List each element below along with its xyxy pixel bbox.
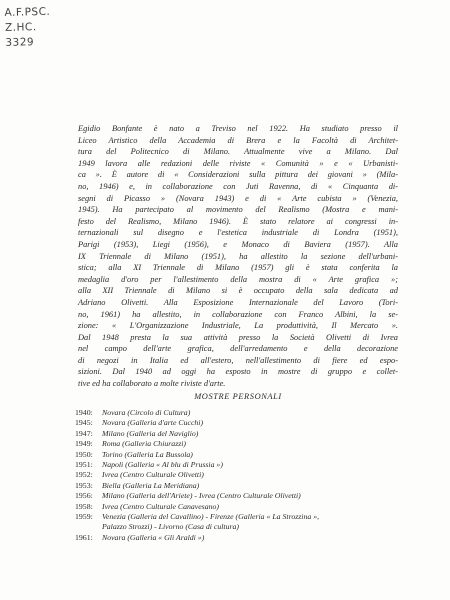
bio-line: Dal 1948 presta la sua attività presso la Società Olivetti di Ivrea [78,332,398,342]
exhibition-item [75,418,405,428]
exhibition-year: 1950: [75,449,93,459]
exhibition-item [75,439,405,449]
exhibition-year: 1947: [75,428,93,438]
exhibition-item [75,533,405,543]
bio-line: no, 1946) e, in collaborazione con Juti Ravenna, di « Cinquanta di- [78,181,398,191]
bio-line: segni di Picasso » (Novara 1943) e di « Arte cubista » (Venezia, [78,193,398,203]
bio-line: stica; alla XI Triennale di Milano (1957) gli è stata conferita la [78,263,398,273]
archive-note-line: A.F.PSC. [4,5,51,19]
exhibition-venue: Novara (Galleria « Gli Araldi ») [102,532,205,542]
exhibition-venue: Napoli (Galleria « Al blu di Prussia ») [102,460,223,470]
handwritten-archive-note [4,4,75,51]
exhibition-item [75,460,405,470]
bio-line: ternazionali sul disegno e l'estetica industriale di Londra (1951), [78,228,398,238]
bio-line: Parigi (1953), Liegi (1956), e Monaco di Baviera (1957). Alla [78,239,398,249]
exhibition-year: 1958: [75,501,93,511]
exhibition-venue: Milano (Galleria dell'Ariete) - Ivrea (Centro Culturale Olivetti) [102,491,301,501]
bio-line: 1949 lavora alle redazioni delle riviste « Comunità » e « Urbanisti- [78,158,398,168]
exhibition-venue: Torino (Galleria La Bussola) [102,449,193,459]
bio-line: Adriano Olivetti. Alla Esposizione Internazionale del Lavoro (Tori- [78,297,398,307]
exhibition-venue-continuation: Palazzo Strozzi) - Livorno (Casa di cultura) [102,522,240,532]
bio-line: tive ed ha collaborato a molte riviste d'arte. [78,379,226,389]
bio-line: no, 1961) ha allestito, in collaborazione con Franco Albini, la se- [78,309,398,319]
bio-line: di negozi in Italia ed all'estero, nell'allestimento di fiere ed espo- [78,355,398,365]
exhibition-venue: Novara (Circolo di Cultura) [102,408,191,417]
exhibition-year: 1952: [75,470,93,480]
bio-line: festo del Realismo, Milano 1946). È stato relatore ai congressi in- [78,216,398,226]
exhibition-item [75,481,405,491]
bio-line: zione: « L'Organizzazione Industriale, La produttività, Il Mercato ». [78,321,398,331]
exhibition-year: 1959: [75,512,93,522]
bio-line: sizioni. Dal 1940 ad oggi ha esposto in mostre di gruppo e collet- [78,367,398,377]
bio-line: 1945). Ha partecipato al movimento del Realismo (Mostra e mani- [78,205,398,215]
exhibition-venue: Milano (Galleria del Naviglio) [102,428,199,438]
bio-line: IX Triennale di Milano (1951), ha allestito la sezione dell'urbani- [78,251,398,261]
exhibition-item [75,429,405,439]
exhibition-item [75,512,405,522]
exhibition-venue: Ivrea (Centro Culturale Canavesano) [102,501,220,511]
biography-paragraph [78,123,398,390]
bio-line: tura del Politecnico di Milano. Attualmente vive a Milano. Dal [78,147,398,157]
exhibition-year: 1949: [75,439,93,449]
bio-line: nel campo dell'arte grafica, dell'arredamento e della decorazione [78,344,398,354]
exhibition-year: 1956: [75,491,93,501]
exhibition-year: 1951: [75,460,93,470]
exhibition-venue: Venezia (Galleria del Cavallino) - Firenze (Galleria « La Strozzina », [102,512,320,522]
exhibition-year: 1953: [75,480,93,490]
exhibition-venue: Novara (Galleria d'arte Cucchi) [102,418,204,428]
exhibition-item [75,450,405,460]
bio-line: medaglia d'oro per l'allestimento della mostra di « Arte grafica »; [78,274,398,284]
exhibition-year: 1940: [75,408,93,417]
exhibition-item [75,491,405,501]
exhibition-year: 1961: [75,532,93,542]
archive-note-line: 3329 [5,36,35,49]
exhibition-year: 1945: [75,418,93,428]
bio-line: Egidio Bonfante è nato a Treviso nel 1922. Ha studiato presso il [78,124,398,133]
exhibition-venue: Ivrea (Centro Culturale Olivetti) [102,470,204,480]
bio-line: ca ». È autore di « Considerazioni sulla pittura dei giovani » (Mila- [78,170,398,180]
exhibition-venue: Biella (Galleria La Meridiana) [102,480,200,490]
exhibition-item [75,470,405,480]
exhibitions-list [75,408,405,543]
section-title-mostre-personali: MOSTRE PERSONALI [194,392,282,401]
bio-line: alla XII Triennale di Milano si è occupato della sala dedicata ad [78,286,398,296]
exhibition-venue: Roma (Galleria Chiurazzi) [102,439,187,449]
bio-line: Liceo Artistico della Accademia di Brera e la Facoltà di Architet- [78,135,398,145]
exhibition-item [75,502,405,512]
exhibition-item [75,408,405,418]
archive-note-line: Z.HC. [4,21,37,34]
